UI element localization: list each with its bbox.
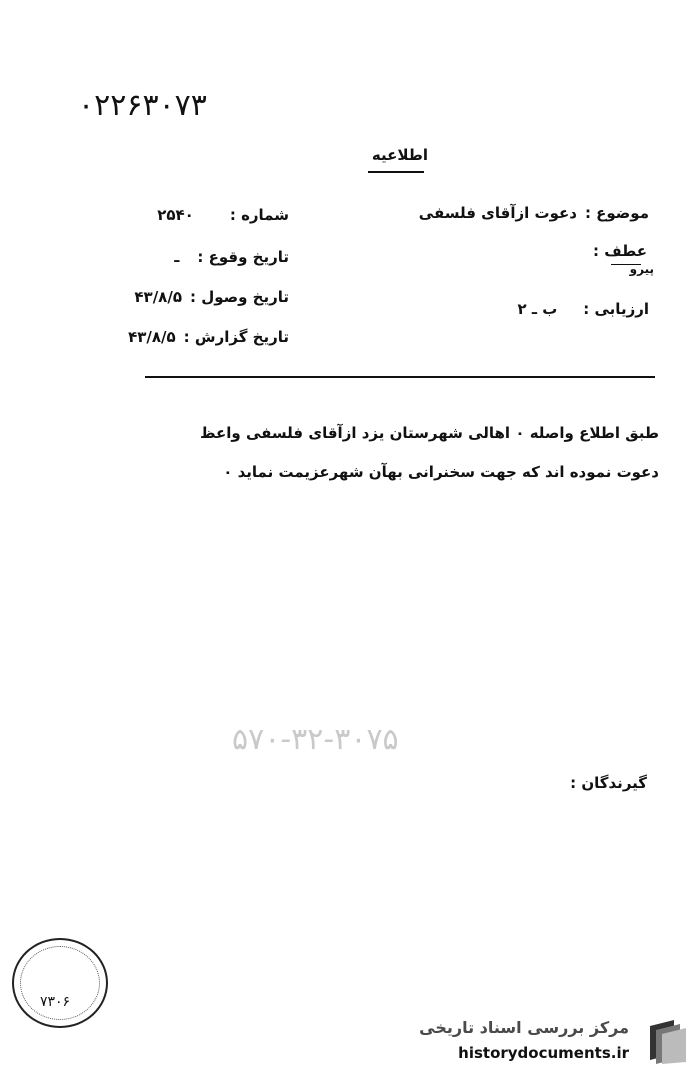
evaluation-label: ارزیابی : [583, 300, 649, 318]
number-row [157, 206, 289, 224]
body-line-2: دعوت نموده اند که جهت سخنرانی بهآن شهرعزیمت نماید ۰ [223, 463, 659, 481]
section-divider [145, 376, 655, 378]
occurrence-date-value: ـ [174, 248, 180, 266]
archive-logo-icon [646, 1018, 690, 1064]
subject-row [419, 204, 649, 222]
body-line-1: طبق اطلاع واصله ۰ اهالی شهرستان یزد ازآقای فلسفی واعظ [199, 424, 659, 442]
report-date-row [128, 328, 289, 346]
watermark-url: historydocuments.ir [458, 1044, 629, 1062]
document-number: ۰۲۲۶۳۰۷۳ [78, 88, 207, 123]
received-date-label: تاریخ وصول : [189, 288, 289, 306]
page-title: اطلاعیه [371, 146, 429, 164]
recipients-label: گیرندگان : [570, 774, 647, 792]
number-value: ۲۵۴۰ [157, 206, 194, 224]
occurrence-date-row [174, 248, 289, 266]
subject-label: موضوع : [584, 204, 649, 222]
occurrence-date-label: تاریخ وقوع : [197, 248, 289, 266]
reference-sub: پیرو [629, 262, 654, 276]
report-date-label: تاریخ گزارش : [183, 328, 289, 346]
reference-label: عطف : [593, 242, 647, 260]
evaluation-row [517, 300, 649, 318]
evaluation-value: ب ـ ۲ [517, 300, 558, 318]
title-underline [368, 171, 424, 173]
received-date-row [134, 288, 289, 306]
received-date-value: ۴۳/۸/۵ [134, 288, 182, 306]
subject-value: دعوت ازآقای فلسفی [418, 204, 577, 222]
number-label: شماره : [229, 206, 289, 224]
seal-stamp [12, 938, 108, 1028]
seal-number: ۷۳۰۶ [40, 994, 71, 1010]
watermark-title: مرکز بررسی اسناد تاریخی [419, 1018, 629, 1037]
stamped-number: ۵۷۰-۳۲-۳۰۷۵ [232, 722, 399, 757]
report-date-value: ۴۳/۸/۵ [128, 328, 176, 346]
